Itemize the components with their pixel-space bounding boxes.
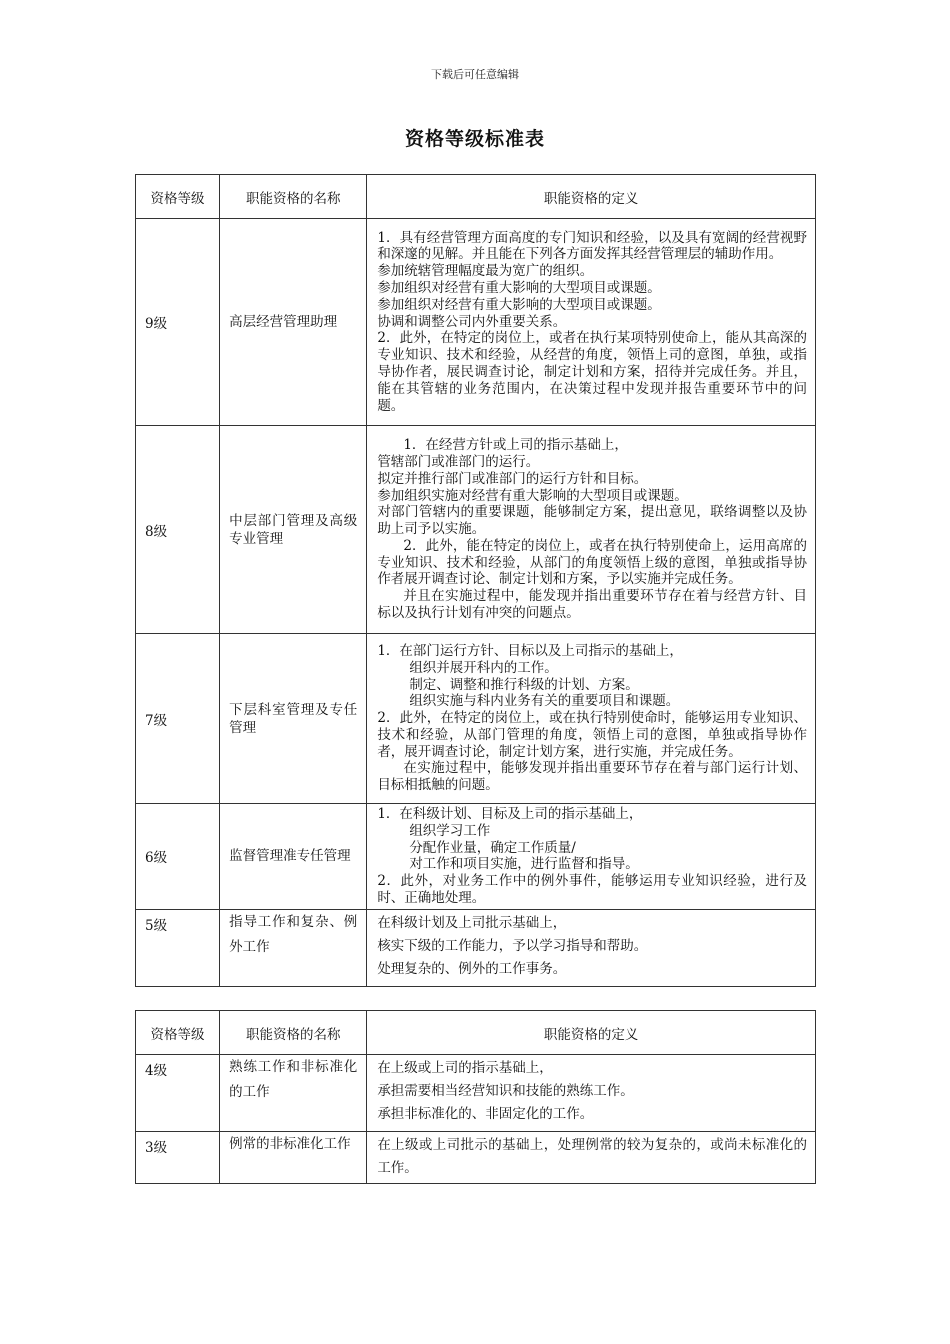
header-name: 职能资格的名称: [220, 1011, 367, 1055]
definition-line: 1．在经营方针或上司的指示基础上，: [403, 437, 628, 454]
definition-line: 分配作业量，确定工作质量/: [409, 839, 576, 856]
table-row-grade-9: [136, 219, 816, 426]
definition-line: 管辖部门或准部门的运行。: [377, 453, 540, 470]
definition-line: 承担非标准化的、非固定化的工作。: [377, 1106, 594, 1122]
grade-cell: 8级: [136, 426, 220, 634]
definition-line: 拟定并推行部门或准部门的运行方针和目标。: [377, 470, 648, 487]
definition-line: 对部门管辖内的重要课题，能够制定方案，提出意见，联络调整以及协助上司予以实施。: [377, 504, 807, 538]
table-row-grade-8: [136, 426, 816, 634]
name-text: 下层科室管理及专任管理: [229, 701, 358, 736]
grade-cell: 7级: [136, 634, 220, 804]
definition-line: 承担需要相当经营知识和技能的熟练工作。: [377, 1083, 634, 1099]
definition-line: 1．在部门运行方针、目标以及上司指示的基础上，: [377, 642, 683, 659]
name-text: 监督管理准专任管理: [229, 848, 351, 865]
definition-line: 在上级或上司的指示基础上，: [377, 1060, 553, 1076]
definition-line: 对工作和项目实施，进行监督和指导。: [409, 856, 639, 873]
definition-cell: [367, 219, 816, 426]
name-cell: [220, 219, 367, 426]
definition-line: 参加组织对经营有重大影响的大型项目或课题。: [377, 280, 661, 296]
header-note: 下载后可任意编辑: [431, 68, 519, 81]
definition-line: 在科级计划及上司批示基础上，: [377, 914, 567, 931]
name-text: 熟练工作和非标准化的工作: [229, 1059, 358, 1100]
header-grade: 资格等级: [136, 1011, 220, 1055]
grade-standard-table-1: [135, 174, 816, 987]
definition-line: 在上级或上司批示的基础上，处理例常的较为复杂的，或尚未标准化的工作。: [377, 1137, 807, 1176]
table-row-grade-7: [136, 634, 816, 804]
name-cell: [220, 909, 367, 986]
name-cell: [220, 426, 367, 634]
definition-cell: [367, 1055, 816, 1132]
definition-line: 1．在科级计划、目标及上司的指示基础上，: [377, 806, 643, 822]
grade-cell: 3级: [136, 1132, 220, 1184]
grade-cell: 4级: [136, 1055, 220, 1132]
table-header-row: [136, 175, 816, 219]
definition-line: 2．此外，在特定的岗位上，或者在执行某项特别使命上，能从其高深的专业知识、技术和经验，从经营的角度，领悟上司的意图，单独，或指导协作者，展民调查讨论，制定计划和方案，招待并完成任务。并且，能在其管辖的业务范围内，在决策过程中发现并报告重要环节中的问题。: [377, 330, 807, 414]
definition-line: 参加统辖管理幅度最为宽广的组织。: [377, 263, 594, 280]
grade-cell: 9级: [136, 219, 220, 426]
definition-line: 制定、调整和推行科级的计划、方案。: [409, 676, 639, 693]
definition-line: 组织并展开科内的工作。: [409, 659, 558, 676]
definition-line: 组织学习工作: [409, 822, 491, 839]
definition-line: 参加组织实施对经营有重大影响的大型项目或课题。: [377, 487, 688, 504]
name-text: 指导工作和复杂、例外工作: [229, 913, 358, 955]
name-text: 中层部门管理及高级专业管理: [229, 512, 358, 547]
name-text: 高层经营管理助理: [229, 314, 338, 330]
definition-cell: [367, 1132, 816, 1184]
definition-cell: [367, 909, 816, 986]
grade-cell: 6级: [136, 804, 220, 910]
table-row-grade-4: [136, 1055, 816, 1132]
grade-cell: 5级: [136, 909, 220, 986]
name-cell: [220, 634, 367, 804]
definition-cell: [367, 426, 816, 634]
definition-line: 在实施过程中，能够发现并指出重要环节存在着与部门运行计划、目标相抵触的问题。: [377, 760, 807, 794]
definition-line: 并且在实施过程中，能发现并指出重要环节存在着与经营方针、目标以及执行计划有冲突的问题点。: [377, 588, 807, 622]
definition-line: 1．具有经营管理方面高度的专门知识和经验，以及具有宽阔的经营视野和深邃的见解。并且能在下列各方面发挥其经营管理层的辅助作用。: [377, 229, 807, 263]
header-grade: 资格等级: [136, 175, 220, 219]
table-row-grade-5: [136, 909, 816, 986]
definition-line: 参加组织对经营有重大影响的大型项目或课题。: [377, 296, 661, 313]
definition-line: 2．此外，对业务工作中的例外事件，能够运用专业知识经验，进行及时、正确地处理。: [377, 873, 807, 906]
name-cell: [220, 1132, 367, 1184]
table-row-grade-6: [136, 804, 816, 910]
definition-line: 2．此外，能在特定的岗位上，或者在执行特别使命上，运用高席的专业知识、技术和经验，从部门的角度领悟上级的意图，单独或指导协作者展开调查讨论、制定计划和方案，予以实施并完成任务。: [377, 537, 807, 588]
name-text: 例常的非标准化工作: [229, 1136, 351, 1152]
definition-cell: [367, 634, 816, 804]
definition-line: 组织实施与科内业务有关的重要项目和课题。: [409, 693, 680, 710]
header-definition: 职能资格的定义: [367, 1011, 816, 1055]
header-name: 职能资格的名称: [220, 175, 367, 219]
header-definition: 职能资格的定义: [367, 175, 816, 219]
name-cell: [220, 1055, 367, 1132]
definition-line: 核实下级的工作能力，予以学习指导和帮助。: [377, 937, 648, 954]
document-title: 资格等级标准表: [404, 128, 545, 150]
definition-line: 协调和调整公司内外重要关系。: [377, 313, 567, 330]
table-row-grade-3: [136, 1132, 816, 1184]
definition-cell: [367, 804, 816, 910]
definition-line: 2．此外，在特定的岗位上，或在执行特别使命时，能够运用专业知识、技术和经验，从部门管理的角度，领悟上司的意图，单独或指导协作者，展开调查讨论，制定计划方案，进行实施，并完成任务。: [377, 710, 807, 760]
table-header-row: [136, 1011, 816, 1055]
grade-standard-table-2: [135, 1010, 816, 1184]
definition-line: 处理复杂的、例外的工作事务。: [377, 960, 567, 977]
name-cell: [220, 804, 367, 910]
